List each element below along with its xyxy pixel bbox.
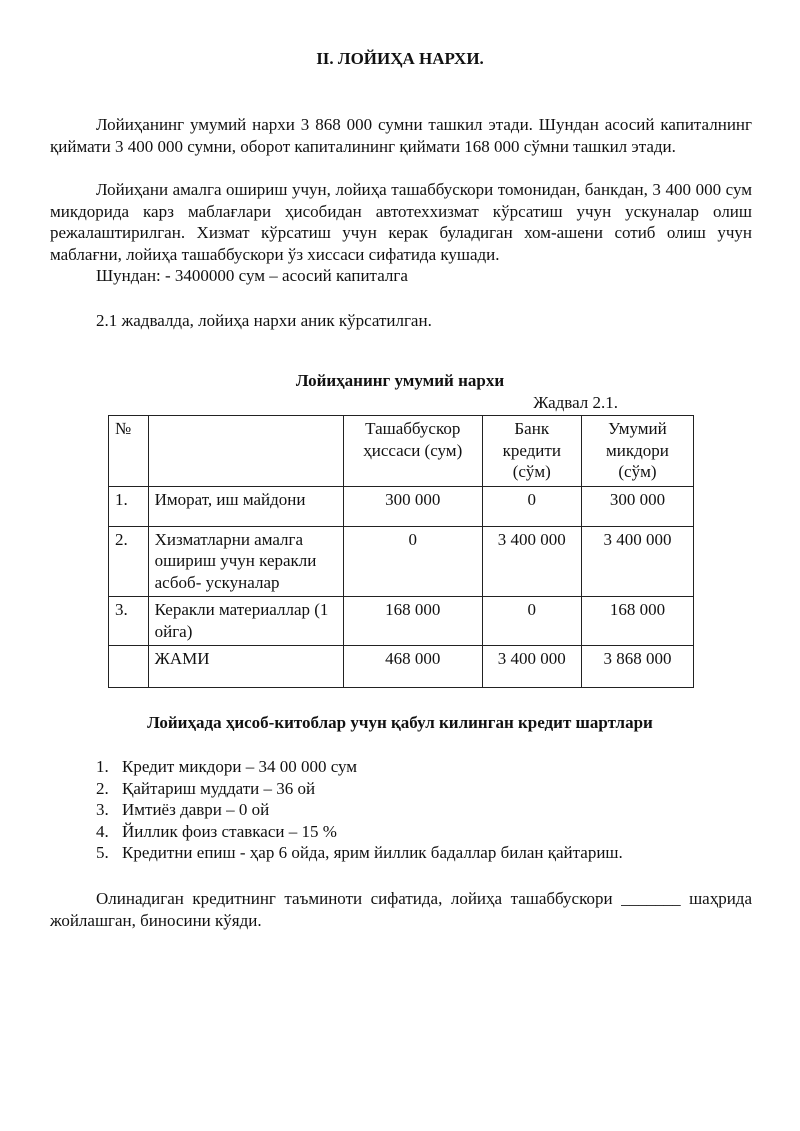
item-text: Кредит микдори – 34 00 000 сум [122, 757, 358, 776]
cell-total: 300 000 [581, 486, 693, 526]
item-number: 5. [96, 843, 109, 862]
table-row [109, 526, 694, 597]
item-text: Қайтариш муддати – 36 ой [122, 778, 316, 798]
paragraph-collateral: Олинадиган кредитнинг таъминоти сифатида, лойиҳа ташаббускори _______ шаҳрида жойлашган, биносини кўяди. [50, 889, 752, 930]
header-initiator: Ташаббускор ҳиссаси (сум) [343, 416, 482, 487]
cell-no: 3. [109, 597, 149, 646]
list-item [96, 821, 623, 843]
credit-terms-list [96, 756, 623, 864]
table-row [109, 486, 694, 526]
cell-bank: 3 400 000 [482, 646, 581, 688]
section-title: II. ЛОЙИҲА НАРХИ. [316, 49, 484, 68]
paragraph-table-ref: 2.1 жадвалда, лойиҳа нархи аник кўрсатилган. [96, 311, 432, 330]
cell-initiator: 468 000 [343, 646, 482, 688]
paragraph-financing: Лойиҳани амалга ошириш учун, лойиҳа ташаббускори томонидан, банкдан, 3 400 000 сум микдорида карз маблағлари ҳисобидан автотеххизмат кўрсатиш учун ускуналар олиш режалаштирилган. Хизмат кўрсатиш учун керак буладиган хом-ашени сотиб олиш учун маблағни, лойиҳа ташаббускори ўз хиссаси сифатида кушади. [50, 180, 752, 264]
cell-initiator: 0 [343, 526, 482, 597]
item-number: 1. [96, 757, 109, 776]
list-item [96, 799, 623, 821]
item-number: 3. [96, 800, 109, 819]
cell-initiator: 168 000 [343, 597, 482, 646]
paragraph-capital: Шундан: - 3400000 сум – асосий капиталга [96, 266, 408, 285]
cell-total: 168 000 [581, 597, 693, 646]
cell-name: ЖАМИ [148, 646, 343, 688]
item-number: 4. [96, 821, 109, 841]
cell-name: Иморат, иш майдони [148, 486, 343, 526]
item-number: 2. [96, 778, 109, 798]
list-item [96, 842, 623, 864]
item-text: Кредитни епиш - ҳар 6 ойда, ярим йиллик бадаллар билан қайтариш. [122, 843, 623, 862]
cell-bank: 0 [482, 486, 581, 526]
cell-bank: 3 400 000 [482, 526, 581, 597]
table-total-row [109, 646, 694, 688]
cell-bank: 0 [482, 597, 581, 646]
item-text: Йиллик фоиз ставкаси – 15 % [122, 821, 337, 841]
header-name [148, 416, 343, 487]
cell-name: Керакли материаллар (1 ойга) [148, 597, 343, 646]
table-number: Жадвал 2.1. [533, 393, 618, 412]
header-no: № [109, 416, 149, 487]
list-item [96, 778, 623, 800]
header-bank: Банк кредити (сўм) [482, 416, 581, 487]
cell-total: 3 400 000 [581, 526, 693, 597]
cell-no: 1. [109, 486, 149, 526]
cell-no: 2. [109, 526, 149, 597]
list-item [96, 756, 623, 778]
paragraph-total-price: Лойиҳанинг умумий нархи 3 868 000 сумни ташкил этади. Шундан асосий капиталнинг қиймати 3 400 000 сумни, оборот капиталининг қиймати 168 000 сўмни ташкил этади. [50, 115, 752, 156]
item-text: Имтиёз даври – 0 ой [122, 800, 270, 819]
header-total: Умумий микдори (сўм) [581, 416, 693, 487]
table-header-row [109, 416, 694, 487]
cell-name: Хизматларни амалга ошириш учун керакли асбоб- ускуналар [148, 526, 343, 597]
cell-total: 3 868 000 [581, 646, 693, 688]
table-caption: Лойиҳанинг умумий нархи [295, 371, 505, 390]
cell-initiator: 300 000 [343, 486, 482, 526]
cell-no [109, 646, 149, 688]
credit-terms-title: Лойиҳада ҳисоб-китоблар учун қабул килинган кредит шартлари [147, 713, 653, 732]
project-cost-table [108, 415, 694, 688]
table-row [109, 597, 694, 646]
